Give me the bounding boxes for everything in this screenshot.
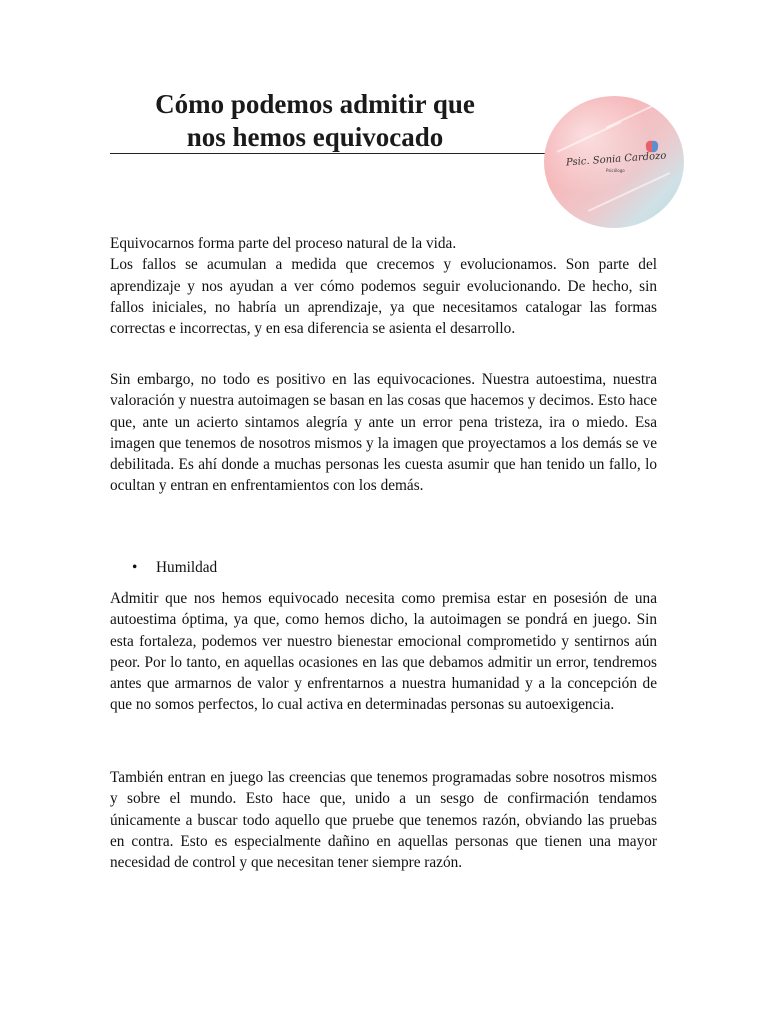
- paragraph-intro-body: Los fallos se acumulan a medida que crecemos y evolucionamos. Son parte del aprendizaje y nos ayudan a ver cómo podemos seguir evolucionando. De hecho, sin fallos iniciales, no habría un aprendizaje, ya que necesitamos catalogar las formas correctas e incorrectas, y en esa diferencia se asienta el desarrollo.: [110, 256, 657, 338]
- paragraph-2: [110, 369, 657, 497]
- author-logo: [544, 96, 684, 228]
- document-title: [110, 88, 520, 154]
- paragraph-3: [110, 588, 657, 716]
- title-underline: [110, 153, 550, 154]
- paragraph-intro-first-line: Equivocarnos forma parte del proceso natural de la vida.: [110, 235, 457, 252]
- paragraph-3-text: Admitir que nos hemos equivocado necesita como premisa estar en posesión de una autoestima óptima, ya que, como hemos dicho, la autoimagen se pondrá en juego. Sin esta fortaleza, podemos ver nuestro bienestar emocional comprometido y sentirnos aún peor. Por lo tanto, en aquellas ocasiones en las que debamos admitir un error, tendremos antes que armarnos de valor y enfrentarnos a nuestra humanidad y a la concepción de que no somos perfectos, lo cual activa en determinadas personas su autoexigencia.: [110, 590, 657, 714]
- bullet-symbol: •: [132, 559, 138, 576]
- paragraph-4-text: También entran en juego las creencias que tenemos programadas sobre nosotros mismos y sobre el mundo. Esto hace que, unido a un sesgo de confirmación tendamos únicamente a buscar todo aquello que pruebe que tenemos razón, obviando las pruebas en contra. Esto es especialmente dañino en aquellas personas que tienen una mayor necesidad de control y que necesitan tener siempre razón.: [110, 769, 657, 872]
- title-line-2: nos hemos equivocado: [186, 122, 444, 152]
- paragraph-2-text: Sin embargo, no todo es positivo en las equivocaciones. Nuestra autoestima, nuestra valoración y nuestra autoimagen se basan en las cosas que hacemos y decimos. Esto hace que, ante un acierto sintamos alegría y ante un error pena tristeza, ira o miedo. Esa imagen que tenemos de nosotros mismos y la imagen que proyectamos a los demás se ve debilitada. Es ahí donde a muchas personas les cuesta asumir que han tenido un fallo, lo ocultan y entran en enfrentamientos con los demás.: [110, 371, 657, 495]
- bullet-heading: Humildad: [156, 559, 218, 576]
- title-line-1: Cómo podemos admitir que: [155, 89, 475, 119]
- paragraph-4: [110, 767, 657, 873]
- paragraph-intro: [110, 233, 657, 339]
- logo-subtitle: Psicólogo: [606, 168, 625, 173]
- bullet-humildad: [132, 557, 217, 578]
- logo-signature: Psic. Sonia Cardozo: [565, 150, 667, 169]
